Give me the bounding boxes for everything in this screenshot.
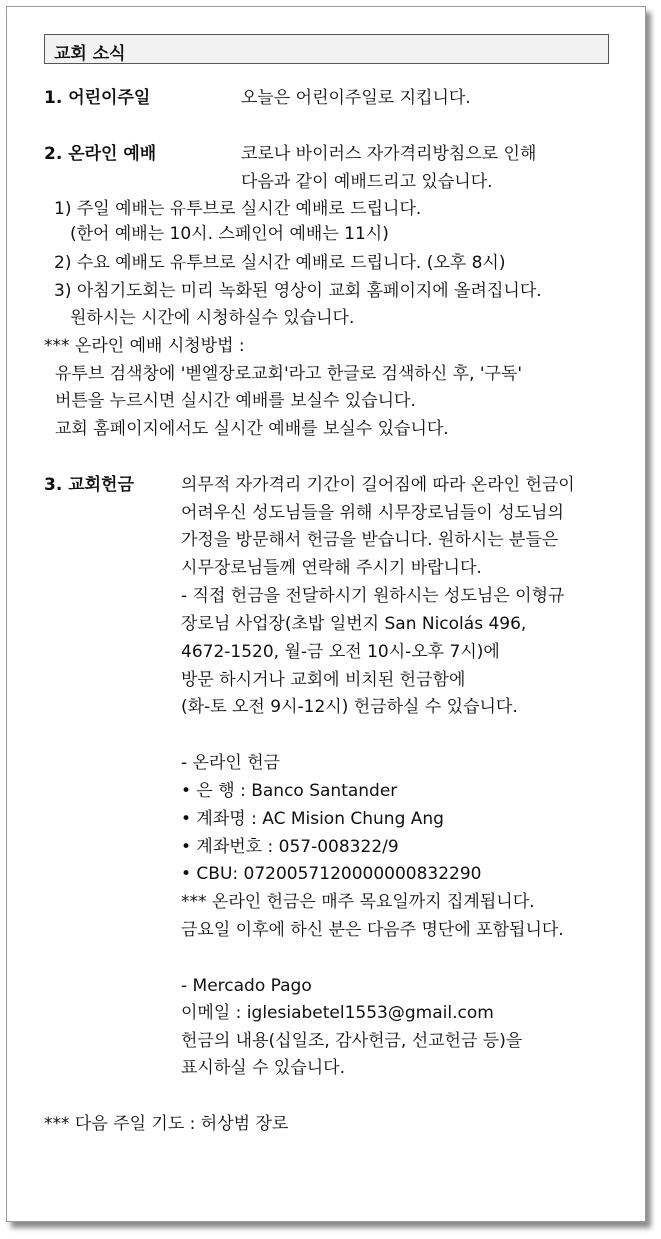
- section-title: 교회 소식: [54, 44, 126, 64]
- sec3-line: 헌금의 내용(십일조, 감사헌금, 선교헌금 등)을: [181, 1031, 523, 1051]
- sec2-intro-line: 다음과 같이 예배드리고 있습니다.: [241, 172, 493, 192]
- sec2-intro-line: 코로나 바이러스 자가격리방침으로 인해: [241, 144, 537, 164]
- sec2-howto-line: 유투브 검색창에 '벧엘장로교회'라고 한글로 검색하신 후, '구독': [55, 364, 523, 384]
- sec3-line: 의무적 자가격리 기간이 길어짐에 따라 온라인 헌금이: [181, 475, 575, 495]
- sec3-line: 가정을 방문해서 헌금을 받습니다. 원하시는 분들은: [181, 530, 559, 550]
- sec3-line: 장로님 사업장(초밥 일번지 San Nicolás 496,: [181, 614, 527, 634]
- sec3-account-number: • 계좌번호 : 057-008322/9: [181, 837, 399, 857]
- sec3-line: 어려우신 성도님들을 위해 시무장로님들이 성도님의: [181, 503, 564, 523]
- sec3-mercado-heading: - Mercado Pago: [181, 976, 312, 996]
- sec2-item: 2) 수요 예배도 유투브로 실시간 예배로 드립니다. (오후 8시): [54, 253, 506, 273]
- sec3-account-name: • 계좌명 : AC Mision Chung Ang: [181, 809, 444, 829]
- sec3-line: (화-토 오전 9시-12시) 헌금하실 수 있습니다.: [181, 697, 518, 717]
- sec2-item: (한어 예배는 10시. 스페인어 예배는 11시): [70, 224, 389, 244]
- sec2-item: 원하시는 시간에 시청하실수 있습니다.: [70, 308, 355, 328]
- next-prayer: *** 다음 주일 기도 : 허상범 장로: [44, 1114, 289, 1134]
- sec3-email: 이메일 : iglesiabetel1553@gmail.com: [181, 1003, 494, 1023]
- sec3-bank-line: • 은 행 : Banco Santander: [181, 781, 398, 801]
- sec2-heading: 2. 온라인 예배: [44, 144, 157, 164]
- sec2-howto-title: *** 온라인 예배 시청방법 :: [44, 336, 245, 356]
- sec3-line: 시무장로님들께 연락해 주시기 바랍니다.: [181, 558, 482, 578]
- sec3-note: *** 온라인 헌금은 매주 목요일까지 집계됩니다.: [181, 892, 535, 912]
- sec3-note: 금요일 이후에 하신 분은 다음주 명단에 포함됩니다.: [181, 920, 564, 940]
- sec3-heading: 3. 교회헌금: [44, 475, 134, 495]
- sec2-howto-line: 버튼을 누르시면 실시간 예배를 보실수 있습니다.: [55, 391, 416, 411]
- sec3-line: 방문 하시거나 교회에 비치된 헌금함에: [181, 670, 466, 690]
- sec1-heading: 1. 어린이주일: [44, 88, 151, 108]
- sec2-item: 3) 아침기도회는 미리 녹화된 영상이 교회 홈페이지에 올려집니다.: [54, 281, 542, 301]
- sec3-line: 표시하실 수 있습니다.: [181, 1058, 346, 1078]
- sec3-line: - 직접 헌금을 전달하시기 원하시는 성도님은 이형규: [181, 586, 565, 606]
- sec1-text: 오늘은 어린이주일로 지킵니다.: [241, 88, 471, 108]
- sec3-line: 4672-1520, 월-금 오전 10시-오후 7시)에: [181, 642, 500, 662]
- section-title-box: [44, 34, 609, 64]
- bulletin-page: [6, 6, 646, 1222]
- sec2-howto-line: 교회 홈페이지에서도 실시간 예배를 보실수 있습니다.: [55, 419, 449, 439]
- sec2-item: 1) 주일 예배는 유투브로 실시간 예배로 드립니다.: [54, 199, 422, 219]
- sec3-online-heading: - 온라인 헌금: [181, 753, 281, 773]
- sec3-cbu: • CBU: 0720057120000000832290: [181, 864, 482, 884]
